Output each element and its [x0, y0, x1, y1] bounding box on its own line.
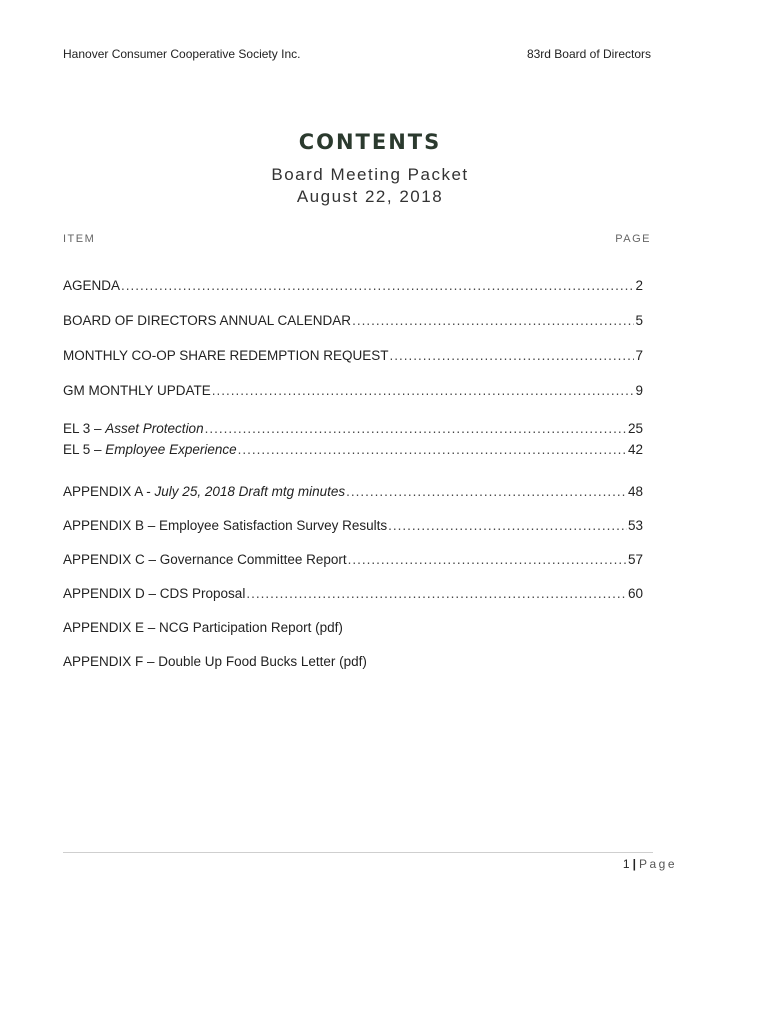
toc-leader-dots [238, 442, 627, 457]
toc-entry-page: 48 [627, 484, 643, 499]
toc-leader-dots [390, 348, 635, 363]
toc-entry-agenda[interactable] [63, 278, 643, 293]
page-footer [623, 857, 677, 871]
toc-entry-label: AGENDA [63, 278, 121, 293]
toc-entry-gm-update[interactable] [63, 383, 643, 398]
toc-entry-page: 9 [635, 383, 643, 398]
footer-page-word: Page [638, 857, 677, 871]
toc-entry-appendix-b[interactable] [63, 518, 643, 533]
column-header-page: PAGE [615, 233, 651, 245]
toc-leader-dots [346, 484, 627, 499]
toc-entry-label: APPENDIX F – Double Up Food Bucks Letter (pdf) [63, 654, 367, 669]
toc-leader-dots [205, 421, 627, 436]
toc-leader-dots [352, 313, 634, 328]
toc-entry-label: APPENDIX A - July 25, 2018 Draft mtg minutes [63, 484, 346, 499]
toc-entry-page: 57 [627, 552, 643, 567]
footer-divider [63, 852, 653, 853]
toc-entry-appendix-c[interactable] [63, 552, 643, 567]
subtitle-date: August 22, 2018 [296, 187, 444, 206]
toc-entry-page: 42 [627, 442, 643, 457]
toc-entry-label: APPENDIX D – CDS Proposal [63, 586, 246, 601]
toc-entry-page: 53 [627, 518, 643, 533]
footer-page-number: 1 [622, 857, 630, 871]
toc-entry-el3[interactable] [63, 421, 643, 436]
toc-entry-page: 25 [627, 421, 643, 436]
toc-leader-dots [212, 383, 635, 398]
toc-entry-appendix-e[interactable] [63, 620, 643, 635]
toc-entry-label: APPENDIX C – Governance Committee Report [63, 552, 347, 567]
toc-entry-label: GM MONTHLY UPDATE [63, 383, 211, 398]
toc-entry-page: 5 [635, 313, 643, 328]
toc-leader-dots [348, 552, 627, 567]
toc-entry-page: 7 [635, 348, 643, 363]
page-title: CONTENTS [298, 130, 442, 154]
footer-separator: | [632, 857, 636, 871]
header-board: 83rd Board of Directors [526, 47, 651, 61]
toc-entry-label: MONTHLY CO-OP SHARE REDEMPTION REQUEST [63, 348, 389, 363]
toc-entry-page: 2 [635, 278, 643, 293]
toc-leader-dots [121, 278, 634, 293]
toc-entry-label: EL 5 – Employee Experience [63, 442, 237, 457]
toc-entry-label: APPENDIX B – Employee Satisfaction Survey Results [63, 518, 388, 533]
toc-entry-el5[interactable] [63, 442, 643, 457]
toc-entry-share-redemption[interactable] [63, 348, 643, 363]
toc-entry-label: APPENDIX E – NCG Participation Report (pdf) [63, 620, 343, 635]
toc-entry-annual-calendar[interactable] [63, 313, 643, 328]
toc-entry-label: EL 3 – Asset Protection [63, 421, 204, 436]
toc-entry-appendix-d[interactable] [63, 586, 643, 601]
toc-entry-page: 60 [627, 586, 643, 601]
toc-entry-appendix-f[interactable] [63, 654, 643, 669]
header-organization: Hanover Consumer Cooperative Society Inc. [63, 47, 301, 61]
toc-entry-label: BOARD OF DIRECTORS ANNUAL CALENDAR [63, 313, 352, 328]
subtitle-packet: Board Meeting Packet [271, 165, 469, 184]
toc-entry-appendix-a[interactable] [63, 484, 643, 499]
toc-leader-dots [388, 518, 627, 533]
toc-leader-dots [246, 586, 627, 601]
column-header-item: ITEM [63, 233, 96, 245]
